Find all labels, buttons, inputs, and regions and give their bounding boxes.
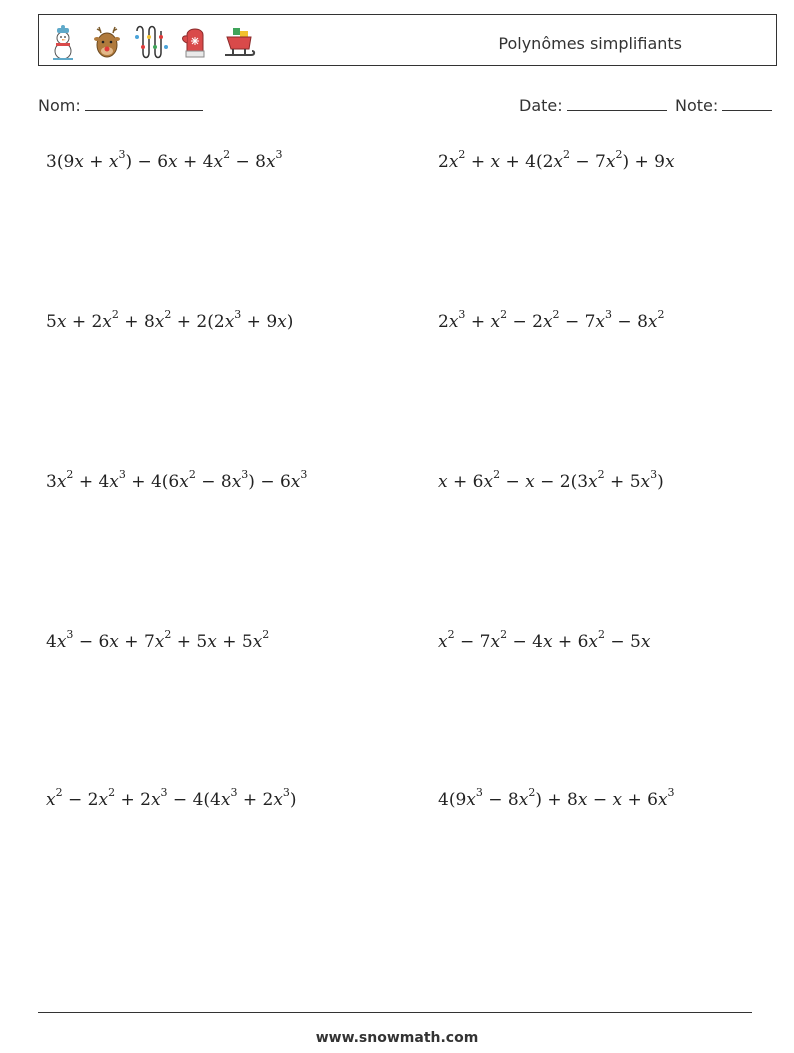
math-text: + 8 bbox=[118, 312, 155, 332]
math-text: − 8 bbox=[195, 472, 232, 492]
math-exponent: 2 bbox=[108, 786, 116, 800]
math-text: + 9 bbox=[241, 312, 278, 332]
math-text: − 4 bbox=[507, 632, 543, 652]
math-variable: x bbox=[220, 790, 231, 810]
math-variable: x bbox=[595, 312, 606, 332]
math-text: ) bbox=[286, 312, 294, 332]
name-line bbox=[85, 94, 203, 111]
problem-3 bbox=[46, 308, 294, 332]
math-text: − 2(3 bbox=[534, 472, 589, 492]
math-variable: x bbox=[168, 152, 178, 172]
math-variable: x bbox=[448, 152, 459, 172]
math-variable: x bbox=[109, 632, 119, 652]
math-variable: x bbox=[74, 152, 84, 172]
math-variable: x bbox=[518, 790, 529, 810]
math-text: − 2 bbox=[62, 790, 99, 810]
math-exponent: 2 bbox=[55, 786, 63, 800]
math-text: − 6 bbox=[73, 632, 110, 652]
christmas-lights-icon bbox=[133, 23, 169, 61]
math-exponent: 3 bbox=[667, 786, 675, 800]
sleigh-icon bbox=[221, 23, 257, 61]
math-exponent: 2 bbox=[164, 308, 172, 322]
note-line bbox=[722, 94, 772, 111]
math-variable: x bbox=[466, 790, 476, 810]
math-exponent: 2 bbox=[563, 148, 570, 162]
math-text: 4 bbox=[46, 632, 57, 652]
math-variable: x bbox=[150, 790, 161, 810]
math-text: + 6 bbox=[447, 472, 484, 492]
math-exponent: 2 bbox=[164, 628, 172, 642]
math-exponent: 3 bbox=[300, 468, 308, 482]
math-text: 3 bbox=[46, 472, 57, 492]
header-icons bbox=[45, 23, 257, 61]
math-exponent: 2 bbox=[528, 786, 536, 800]
math-text: + 4(6 bbox=[125, 472, 180, 492]
math-text: 4(9 bbox=[438, 790, 467, 810]
math-variable: x bbox=[109, 472, 119, 492]
math-exponent: 3 bbox=[230, 786, 238, 800]
math-text: + 7 bbox=[118, 632, 155, 652]
math-text: ) bbox=[289, 790, 297, 810]
math-text: ) − 6 bbox=[125, 152, 169, 172]
math-text: 2 bbox=[438, 312, 449, 332]
math-exponent: 2 bbox=[615, 148, 623, 162]
math-variable: x bbox=[588, 632, 598, 652]
math-variable: x bbox=[56, 632, 67, 652]
math-variable: x bbox=[273, 790, 283, 810]
problem-9 bbox=[46, 786, 297, 810]
name-label: Nom: bbox=[38, 96, 81, 115]
math-variable: x bbox=[640, 632, 651, 652]
math-variable: x bbox=[108, 152, 119, 172]
math-variable: x bbox=[640, 472, 651, 492]
worksheet-header bbox=[38, 14, 777, 66]
mitten-icon bbox=[177, 23, 213, 61]
math-variable: x bbox=[56, 472, 67, 492]
math-text: − bbox=[500, 472, 526, 492]
math-exponent: 2 bbox=[223, 148, 231, 162]
math-text: + 5 bbox=[216, 632, 253, 652]
footer-divider bbox=[38, 1012, 752, 1013]
math-text: + 4(2 bbox=[500, 152, 554, 172]
math-exponent: 2 bbox=[458, 148, 466, 162]
math-text: − bbox=[587, 790, 613, 810]
math-text: + 2(2 bbox=[171, 312, 225, 332]
math-variable: x bbox=[207, 632, 217, 652]
math-variable: x bbox=[290, 472, 301, 492]
date-label: Date: bbox=[519, 96, 563, 115]
snowman-icon bbox=[45, 23, 81, 61]
math-text: − 8 bbox=[612, 312, 648, 332]
math-variable: x bbox=[154, 312, 165, 332]
problem-7 bbox=[46, 628, 270, 652]
math-exponent: 3 bbox=[234, 308, 242, 322]
math-exponent: 2 bbox=[552, 308, 560, 322]
math-text: + 4 bbox=[177, 152, 214, 172]
math-text: − 7 bbox=[454, 632, 491, 652]
math-variable: x bbox=[553, 152, 563, 172]
problem-4 bbox=[438, 308, 665, 332]
math-text: − 5 bbox=[605, 632, 641, 652]
math-exponent: 2 bbox=[262, 628, 270, 642]
math-variable: x bbox=[438, 472, 448, 492]
math-exponent: 2 bbox=[447, 628, 455, 642]
math-variable: x bbox=[588, 472, 598, 492]
math-exponent: 2 bbox=[500, 628, 508, 642]
math-exponent: 2 bbox=[188, 468, 196, 482]
math-variable: x bbox=[612, 790, 623, 810]
math-text: + 6 bbox=[622, 790, 658, 810]
math-exponent: 3 bbox=[458, 308, 466, 322]
math-text: + 2 bbox=[66, 312, 103, 332]
note-field bbox=[675, 94, 772, 115]
math-text: 2 bbox=[438, 152, 449, 172]
math-text: − 7 bbox=[559, 312, 596, 332]
math-variable: x bbox=[448, 312, 459, 332]
math-text: ) + 8 bbox=[535, 790, 578, 810]
math-variable: x bbox=[56, 312, 67, 332]
math-text: + bbox=[83, 152, 109, 172]
problem-10 bbox=[438, 786, 675, 810]
problem-5 bbox=[46, 468, 308, 492]
math-variable: x bbox=[438, 632, 448, 652]
math-exponent: 3 bbox=[650, 468, 658, 482]
math-variable: x bbox=[277, 312, 287, 332]
math-variable: x bbox=[179, 472, 189, 492]
math-text: 5 bbox=[46, 312, 57, 332]
reindeer-icon bbox=[89, 23, 125, 61]
math-variable: x bbox=[490, 312, 501, 332]
math-variable: x bbox=[657, 790, 668, 810]
math-text: − 2 bbox=[507, 312, 543, 332]
math-exponent: 3 bbox=[241, 468, 249, 482]
problem-2 bbox=[438, 148, 675, 172]
math-variable: x bbox=[647, 312, 658, 332]
footer-website: www.snowmath.com bbox=[315, 1030, 479, 1046]
math-exponent: 3 bbox=[118, 468, 126, 482]
math-variable: x bbox=[154, 632, 165, 652]
math-text: − 8 bbox=[482, 790, 519, 810]
math-exponent: 2 bbox=[111, 308, 119, 322]
math-text: ) bbox=[657, 472, 664, 492]
math-text: + 6 bbox=[552, 632, 589, 652]
math-exponent: 3 bbox=[160, 786, 168, 800]
math-exponent: 3 bbox=[66, 628, 74, 642]
math-text: + 5 bbox=[604, 472, 641, 492]
math-text: 3(9 bbox=[46, 152, 75, 172]
math-exponent: 2 bbox=[493, 468, 501, 482]
math-text: ) + 9 bbox=[622, 152, 665, 172]
math-exponent: 3 bbox=[275, 148, 283, 162]
math-variable: x bbox=[490, 152, 501, 172]
math-exponent: 3 bbox=[605, 308, 613, 322]
math-variable: x bbox=[252, 632, 263, 652]
math-variable: x bbox=[102, 312, 112, 332]
note-label: Note: bbox=[675, 96, 719, 115]
math-text: + 4 bbox=[73, 472, 110, 492]
math-variable: x bbox=[542, 312, 553, 332]
math-variable: x bbox=[231, 472, 242, 492]
math-variable: x bbox=[265, 152, 276, 172]
math-variable: x bbox=[542, 632, 553, 652]
math-text: − 8 bbox=[230, 152, 266, 172]
math-variable: x bbox=[483, 472, 494, 492]
problem-8 bbox=[438, 628, 651, 652]
problem-1 bbox=[46, 148, 283, 172]
worksheet-title: Polynômes simplifiants bbox=[498, 34, 682, 53]
math-variable: x bbox=[664, 152, 675, 172]
math-variable: x bbox=[213, 152, 224, 172]
math-variable: x bbox=[46, 790, 56, 810]
math-exponent: 3 bbox=[282, 786, 290, 800]
math-variable: x bbox=[577, 790, 588, 810]
math-text: − 4(4 bbox=[167, 790, 221, 810]
math-exponent: 3 bbox=[475, 786, 483, 800]
date-field bbox=[519, 94, 667, 115]
math-variable: x bbox=[98, 790, 109, 810]
math-exponent: 2 bbox=[500, 308, 508, 322]
math-text: ) − 6 bbox=[248, 472, 291, 492]
math-variable: x bbox=[605, 152, 616, 172]
problem-6 bbox=[438, 468, 664, 492]
math-text: − 7 bbox=[570, 152, 606, 172]
math-exponent: 2 bbox=[66, 468, 74, 482]
math-text: + 2 bbox=[237, 790, 274, 810]
math-text: + bbox=[465, 312, 491, 332]
math-exponent: 3 bbox=[118, 148, 126, 162]
math-text: + 2 bbox=[115, 790, 151, 810]
math-exponent: 2 bbox=[597, 468, 605, 482]
math-exponent: 2 bbox=[598, 628, 605, 642]
math-variable: x bbox=[525, 472, 535, 492]
math-variable: x bbox=[224, 312, 235, 332]
math-exponent: 2 bbox=[657, 308, 665, 322]
math-variable: x bbox=[490, 632, 501, 652]
math-text: + bbox=[465, 152, 491, 172]
name-field bbox=[38, 94, 203, 115]
date-line bbox=[567, 94, 667, 111]
math-text: + 5 bbox=[171, 632, 208, 652]
